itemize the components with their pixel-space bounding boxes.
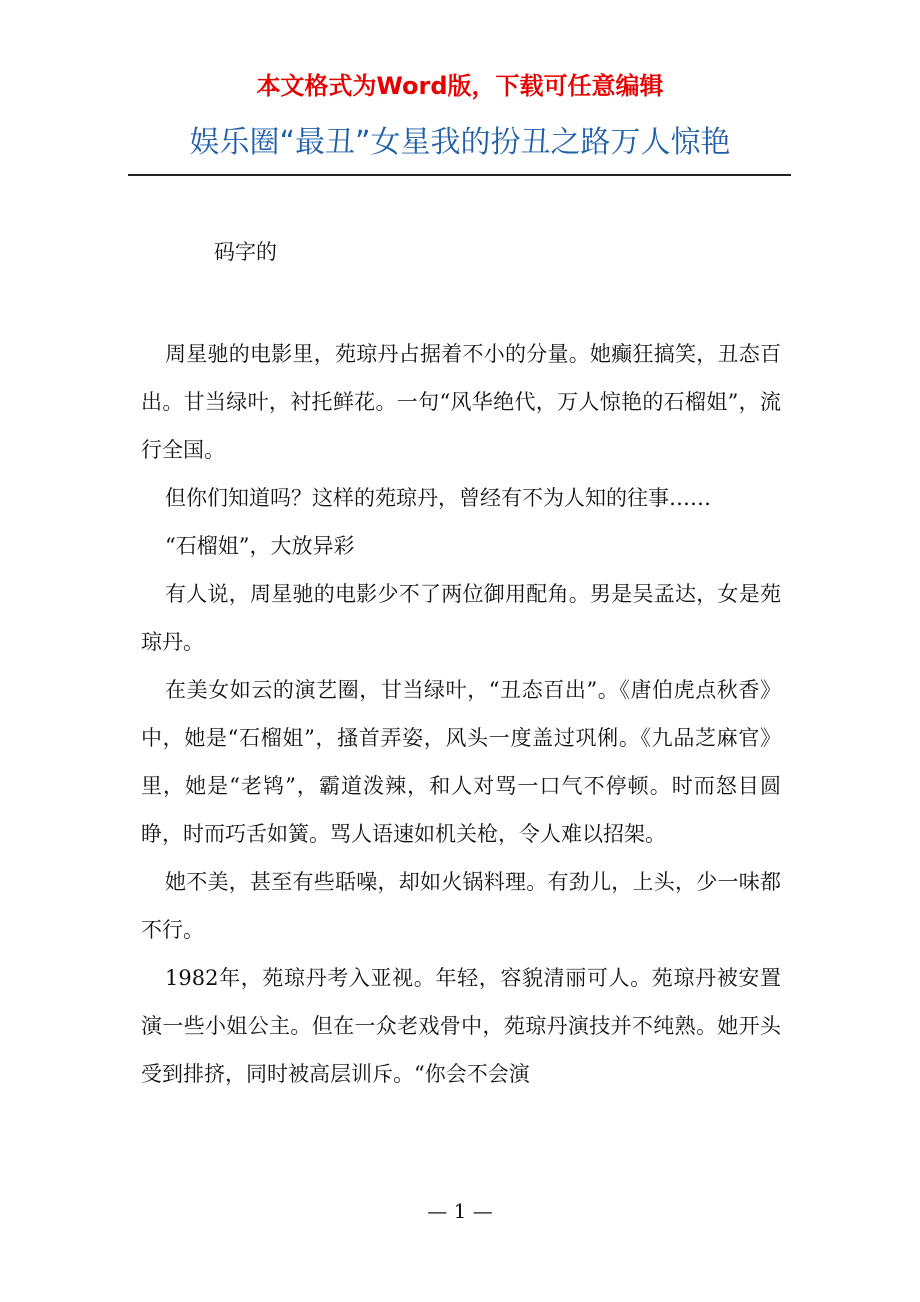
download-banner: 本文格式为Word版，下载可任意编辑 xyxy=(256,72,664,100)
article-title: 娱乐圈“最丑”女星我的扮丑之路万人惊艳 xyxy=(189,125,731,160)
page-number: — 1 — xyxy=(427,1199,493,1223)
paragraph: 她不美，甚至有些聒噪，却如火锅料理。有劲儿，上头，少一味都不行。 xyxy=(141,870,781,942)
title-divider xyxy=(128,174,791,176)
paragraph: 1982年，苑琼丹考入亚视。年轻，容貌清丽可人。苑琼丹被安置演一些小姐公主。但在一众老戏骨中，苑琼丹演技并不纯熟。她开头受到排挤，同时被高层训斥。“你会不会演 xyxy=(141,966,781,1086)
paragraph: 周星驰的电影里，苑琼丹占据着不小的分量。她癫狂搞笑，丑态百出。甘当绿叶，衬托鲜花。一句“风华绝代，万人惊艳的石榴姐”，流行全国。 xyxy=(141,342,781,462)
section-heading: “石榴姐”，大放异彩 xyxy=(165,534,355,558)
paragraph: 但你们知道吗？这样的苑琼丹，曾经有不为人知的往事…… xyxy=(165,486,711,510)
article-body xyxy=(141,330,781,1098)
author-byline: 码字的 xyxy=(214,240,277,264)
paragraph: 在美女如云的演艺圈，甘当绿叶，“丑态百出”。《唐伯虎点秋香》中，她是“石榴姐”，搔首弄姿，风头一度盖过巩俐。《九品芝麻官》里，她是“老鸨”，霸道泼辣，和人对骂一口气不停顿。时而怒目圆睁，时而巧舌如簧。骂人语速如机关枪，令人难以招架。 xyxy=(141,678,781,846)
paragraph: 有人说，周星驰的电影少不了两位御用配角。男是吴孟达，女是苑琼丹。 xyxy=(141,582,781,654)
